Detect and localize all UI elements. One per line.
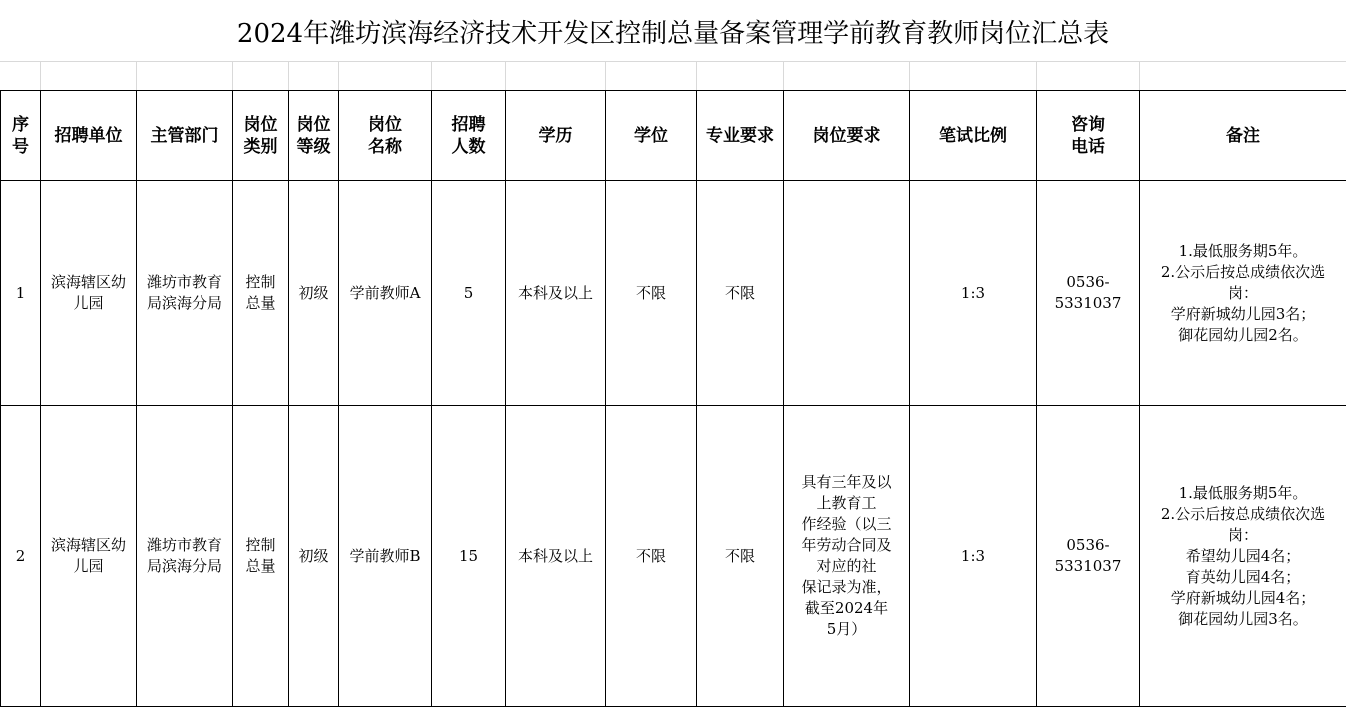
cell-level[interactable]: 初级	[289, 181, 339, 406]
cell-education[interactable]: 本科及以上	[506, 181, 606, 406]
header-degree[interactable]: 学位	[606, 91, 697, 181]
header-category[interactable]: 岗位 类别	[233, 91, 289, 181]
positions-table	[0, 90, 1346, 707]
cell-requirement[interactable]: 具有三年及以 上教育工 作经验（以三 年劳动合同及 对应的社 保记录为准， 截至2024年 5月）	[784, 406, 910, 707]
cell-notes[interactable]: 1.最低服务期5年。 2.公示后按总成绩依次选 岗： 学府新城幼儿园3名； 御花园幼儿园2名。	[1140, 181, 1346, 406]
header-requirement[interactable]: 岗位要求	[784, 91, 910, 181]
cell-name[interactable]: 学前教师A	[339, 181, 432, 406]
cell-degree[interactable]: 不限	[606, 181, 697, 406]
header-notes[interactable]: 备注	[1140, 91, 1346, 181]
blank-spacer-row	[0, 62, 1346, 90]
cell-seq[interactable]: 1	[1, 181, 41, 406]
cell-major[interactable]: 不限	[697, 181, 784, 406]
cell-phone[interactable]: 0536- 5331037	[1037, 406, 1140, 707]
header-seq[interactable]: 序 号	[1, 91, 41, 181]
header-ratio[interactable]: 笔试比例	[910, 91, 1037, 181]
header-unit[interactable]: 招聘单位	[41, 91, 137, 181]
header-count[interactable]: 招聘 人数	[432, 91, 506, 181]
cell-dept[interactable]: 潍坊市教育 局滨海分局	[137, 181, 233, 406]
table-row	[1, 406, 1346, 707]
cell-ratio[interactable]: 1:3	[910, 181, 1037, 406]
header-row	[1, 91, 1346, 181]
cell-major[interactable]: 不限	[697, 406, 784, 707]
cell-ratio[interactable]: 1:3	[910, 406, 1037, 707]
cell-category[interactable]: 控制 总量	[233, 406, 289, 707]
cell-unit[interactable]: 滨海辖区幼 儿园	[41, 181, 137, 406]
cell-phone[interactable]: 0536- 5331037	[1037, 181, 1140, 406]
header-level[interactable]: 岗位 等级	[289, 91, 339, 181]
header-name[interactable]: 岗位 名称	[339, 91, 432, 181]
cell-seq[interactable]: 2	[1, 406, 41, 707]
cell-unit[interactable]: 滨海辖区幼 儿园	[41, 406, 137, 707]
cell-education[interactable]: 本科及以上	[506, 406, 606, 707]
header-phone[interactable]: 咨询 电话	[1037, 91, 1140, 181]
page-title: 2024年潍坊滨海经济技术开发区控制总量备案管理学前教育教师岗位汇总表	[236, 18, 1110, 49]
header-major[interactable]: 专业要求	[697, 91, 784, 181]
header-dept[interactable]: 主管部门	[137, 91, 233, 181]
table-row	[1, 181, 1346, 406]
cell-name[interactable]: 学前教师B	[339, 406, 432, 707]
cell-count[interactable]: 15	[432, 406, 506, 707]
cell-level[interactable]: 初级	[289, 406, 339, 707]
cell-degree[interactable]: 不限	[606, 406, 697, 707]
cell-requirement[interactable]	[784, 181, 910, 406]
cell-count[interactable]: 5	[432, 181, 506, 406]
cell-notes[interactable]: 1.最低服务期5年。 2.公示后按总成绩依次选 岗： 希望幼儿园4名； 育英幼儿园4名； 学府新城幼儿园4名； 御花园幼儿园3名。	[1140, 406, 1346, 707]
cell-category[interactable]: 控制 总量	[233, 181, 289, 406]
header-education[interactable]: 学历	[506, 91, 606, 181]
cell-dept[interactable]: 潍坊市教育 局滨海分局	[137, 406, 233, 707]
